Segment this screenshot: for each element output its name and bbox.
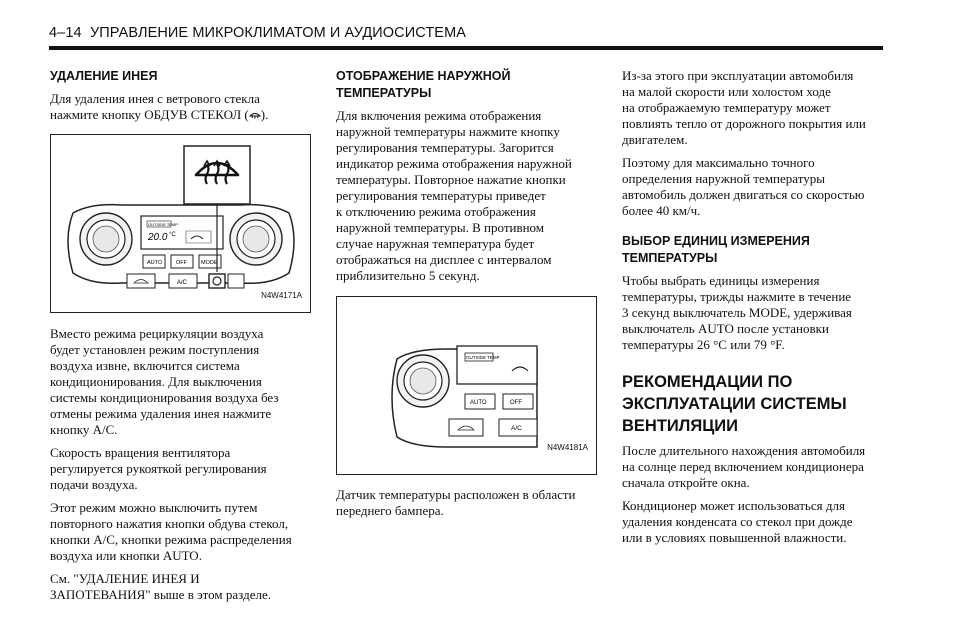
units-heading: ВЫБОР ЕДИНИЦ ИЗМЕРЕНИЯ ТЕМПЕРАТУРЫ: [622, 234, 810, 265]
button-ac-label: A/C: [177, 280, 188, 286]
speed-paragraph-1: Из-за этого при эксплуатации автомобиля на малой скорости или холостом ходе на отображаемую температуру может повлиять тепло от дорожного покрытия или двигателем.: [622, 68, 866, 147]
fan-knob: [397, 355, 449, 407]
fan-knob: [80, 213, 132, 265]
outside-temp-heading: ОТОБРАЖЕНИЕ НАРУЖНОЙ ТЕМПЕРАТУРЫ: [336, 69, 511, 100]
button-auto-label: AUTO: [470, 400, 487, 406]
defrost-paragraph-2: Скорость вращения вентилятора регулируется рукояткой регулирования подачи воздуха.: [50, 445, 267, 492]
button-auto-label: AUTO: [147, 260, 163, 266]
ventilation-paragraph-1: После длительного нахождения автомобиля на солнце перед включением кондиционера сначала откройте окна.: [622, 443, 866, 490]
display-outside-label: OUTSIDE TEMP: [466, 355, 500, 360]
sensor-caption: Датчик температуры расположен в области переднего бампера.: [336, 487, 576, 518]
button-off-label: OFF: [176, 260, 187, 266]
units-paragraph: Чтобы выбрать единицы измерения температуры, трижды нажмите в течение 3 секунд выключатель MODE, удерживая выключатель AUTO после установки температуры 26 °C или 79 °F.: [622, 273, 852, 352]
button-off-label: OFF: [510, 400, 522, 406]
defrost-paragraph-1: Вместо режима рециркуляции воздуха будет установлен режим поступления воздуха извне, включится система кондиционирования. Для выключения системы кондиционирования воздуха без отмены режима удаления инея нажмите кнопку A/C.: [50, 326, 279, 437]
header-rule: [49, 46, 883, 50]
defrost-figure: [50, 134, 311, 313]
column-3: [622, 68, 884, 553]
ventilation-paragraph-2: Кондиционер может использоваться для удаления конденсата со стекол при дожде или в условиях повышенной влажности.: [622, 498, 853, 545]
section-title: УПРАВЛЕНИЕ МИКРОКЛИМАТОМ И АУДИОСИСТЕМА: [89, 25, 467, 41]
display-outside-label: OUTSIDE TEMP: [148, 222, 178, 227]
sensor-figure: [336, 296, 597, 475]
outside-temp-paragraph: Для включения режима отображения наружной температуры нажмите кнопку регулирования температуры. Загорится индикатор режима отображения наружной температуры. Повторное нажатие кнопки регулирования температуры приведет к отключению режима отображения наружной температуры. В противном случае наружная температура будет отображаться на дисплее с интервалом приблизительно 5 секунд.: [336, 108, 572, 283]
button-ac-label: A/C: [511, 425, 522, 432]
display-temperature: 20.0: [148, 232, 168, 243]
defrost-icon: [249, 109, 261, 125]
defrost-heading: УДАЛЕНИЕ ИНЕЯ: [50, 69, 158, 83]
defrost-paragraph-3: Этот режим можно выключить путем повторного нажатия кнопки обдува стекол, кнопки A/C, кнопки режима распределения воздуха или кнопки AUTO.: [50, 500, 292, 563]
climate-panel-illustration: [51, 135, 310, 312]
column-2: [336, 68, 598, 526]
page-header: [49, 25, 466, 41]
climate-display: [457, 346, 537, 384]
defrost-callout: [184, 146, 250, 204]
temperature-knob: [230, 213, 282, 265]
page-number: 4–14: [49, 25, 82, 41]
button-mode-label: MODE: [201, 260, 218, 266]
display-unit: °C: [169, 232, 176, 238]
column-1: [50, 68, 310, 610]
defrost-intro: Для удаления инея с ветрового стекла нажмите кнопку ОБДУВ СТЕКОЛ ( ).: [50, 91, 310, 125]
speed-paragraph-2: Поэтому для максимально точного определения наружной температуры автомобиль должен двигаться со скоростью более 40 км/ч.: [622, 155, 865, 218]
figure-code: N4W4181A: [547, 443, 588, 452]
figure-code: N4W4171A: [261, 291, 302, 300]
ventilation-heading: РЕКОМЕНДАЦИИ ПО ЭКСПЛУАТАЦИИ СИСТЕМЫ ВЕНТИЛЯЦИИ: [622, 373, 847, 435]
defrost-paragraph-4: См. "УДАЛЕНИЕ ИНЕЯ И ЗАПОТЕВАНИЯ" выше в этом разделе.: [50, 571, 271, 602]
